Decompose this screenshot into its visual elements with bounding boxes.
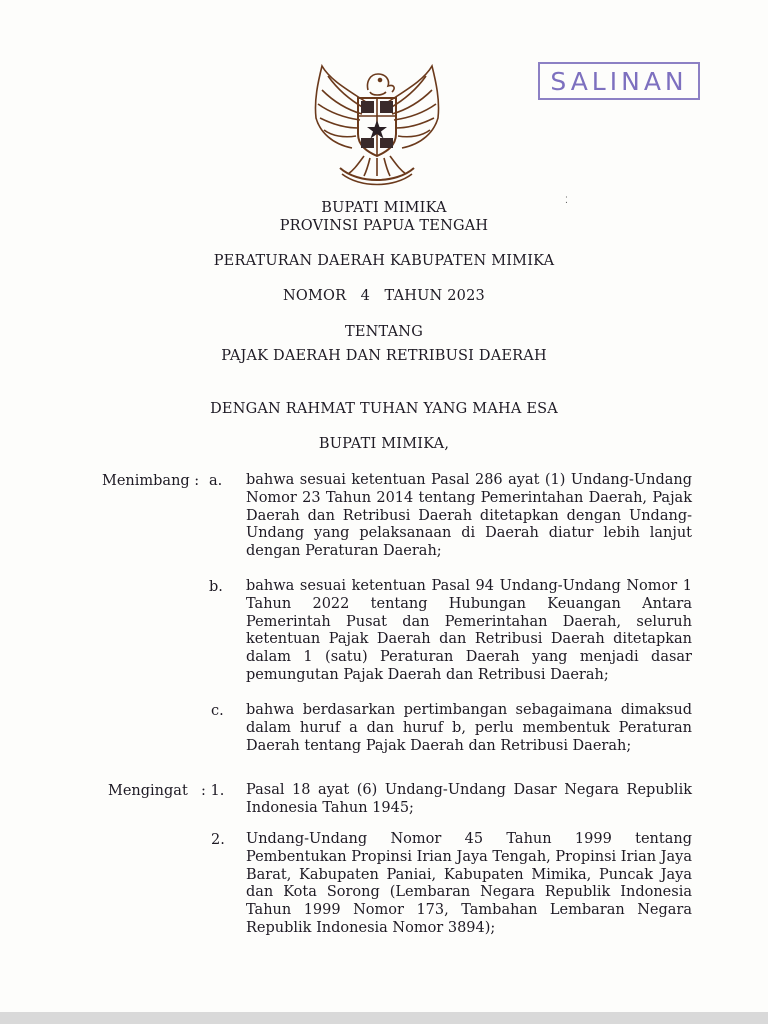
menimbang-item-c: bahwa berdasarkan pertimbangan sebagaimana dimaksud dalam huruf a dan huruf b, perlu membentuk Peraturan Daerah tentang Pajak Daerah dan Retribusi Daerah; (246, 702, 692, 754)
mengingat-label: Mengingat (108, 783, 188, 799)
menimbang-label: Menimbang : (102, 473, 200, 489)
mengingat-item-1: Pasal 18 ayat (6) Undang-Undang Dasar Negara Republik Indonesia Tahun 1945; (246, 782, 692, 816)
signatory: BUPATI MIMIKA, (318, 436, 450, 452)
menimbang-item-a: bahwa sesuai ketentuan Pasal 286 ayat (1) Undang-Undang Nomor 23 Tahun 2014 tentang Pemerintahan Daerah, Pajak Daerah dan Retribusi Daerah ditetapkan dengan Undang-Undang yang pelaksanaan di Daerah diatur lebih lanjut dengan Peraturan Daerah; (246, 472, 692, 560)
salinan-stamp (538, 62, 700, 100)
menimbang-marker-c: c. (211, 703, 224, 719)
scan-bottom-edge (0, 1012, 768, 1024)
about-heading: TENTANG (345, 324, 423, 340)
regulation-subject: PAJAK DAERAH DAN RETRIBUSI DAERAH (221, 348, 547, 364)
header-line-bupati: BUPATI MIMIKA (321, 200, 447, 216)
regulation-number: NOMOR 4 TAHUN 2023 (283, 288, 485, 304)
mengingat-marker-1: : 1. (201, 783, 225, 799)
garuda-emblem-icon (308, 60, 446, 190)
stamp-text: SALINAN (550, 66, 688, 96)
menimbang-marker-b: b. (209, 579, 223, 595)
scan-speck: ⁚ (565, 196, 568, 206)
mengingat-marker-2: 2. (211, 832, 225, 848)
mengingat-item-2: Undang-Undang Nomor 45 Tahun 1999 tentang Pembentukan Propinsi Irian Jaya Tengah, Propinsi Irian Jaya Barat, Kabupaten Paniai, Kabupaten Mimika, Puncak Jaya dan Kota Sorong (Lembaran Negara Republik Indonesia Tahun 1999 Nomor 173, Tambahan Lembaran Negara Republik Indonesia Nomor 3894); (246, 831, 692, 936)
menimbang-marker-a: a. (209, 473, 223, 489)
regulation-title: PERATURAN DAERAH KABUPATEN MIMIKA (213, 253, 555, 269)
menimbang-item-b: bahwa sesuai ketentuan Pasal 94 Undang-Undang Nomor 1 Tahun 2022 tentang Hubungan Keuangan Antara Pemerintah Pusat dan Pemerintahan Daerah, seluruh ketentuan Pajak Daerah dan Retribusi Daerah ditetapkan dalam 1 (satu) Peraturan Daerah yang menjadi dasar pemungutan Pajak Daerah dan Retribusi Daerah; (246, 578, 692, 683)
header-line-provinsi: PROVINSI PAPUA TENGAH (279, 218, 489, 234)
preamble: DENGAN RAHMAT TUHAN YANG MAHA ESA (210, 401, 558, 417)
